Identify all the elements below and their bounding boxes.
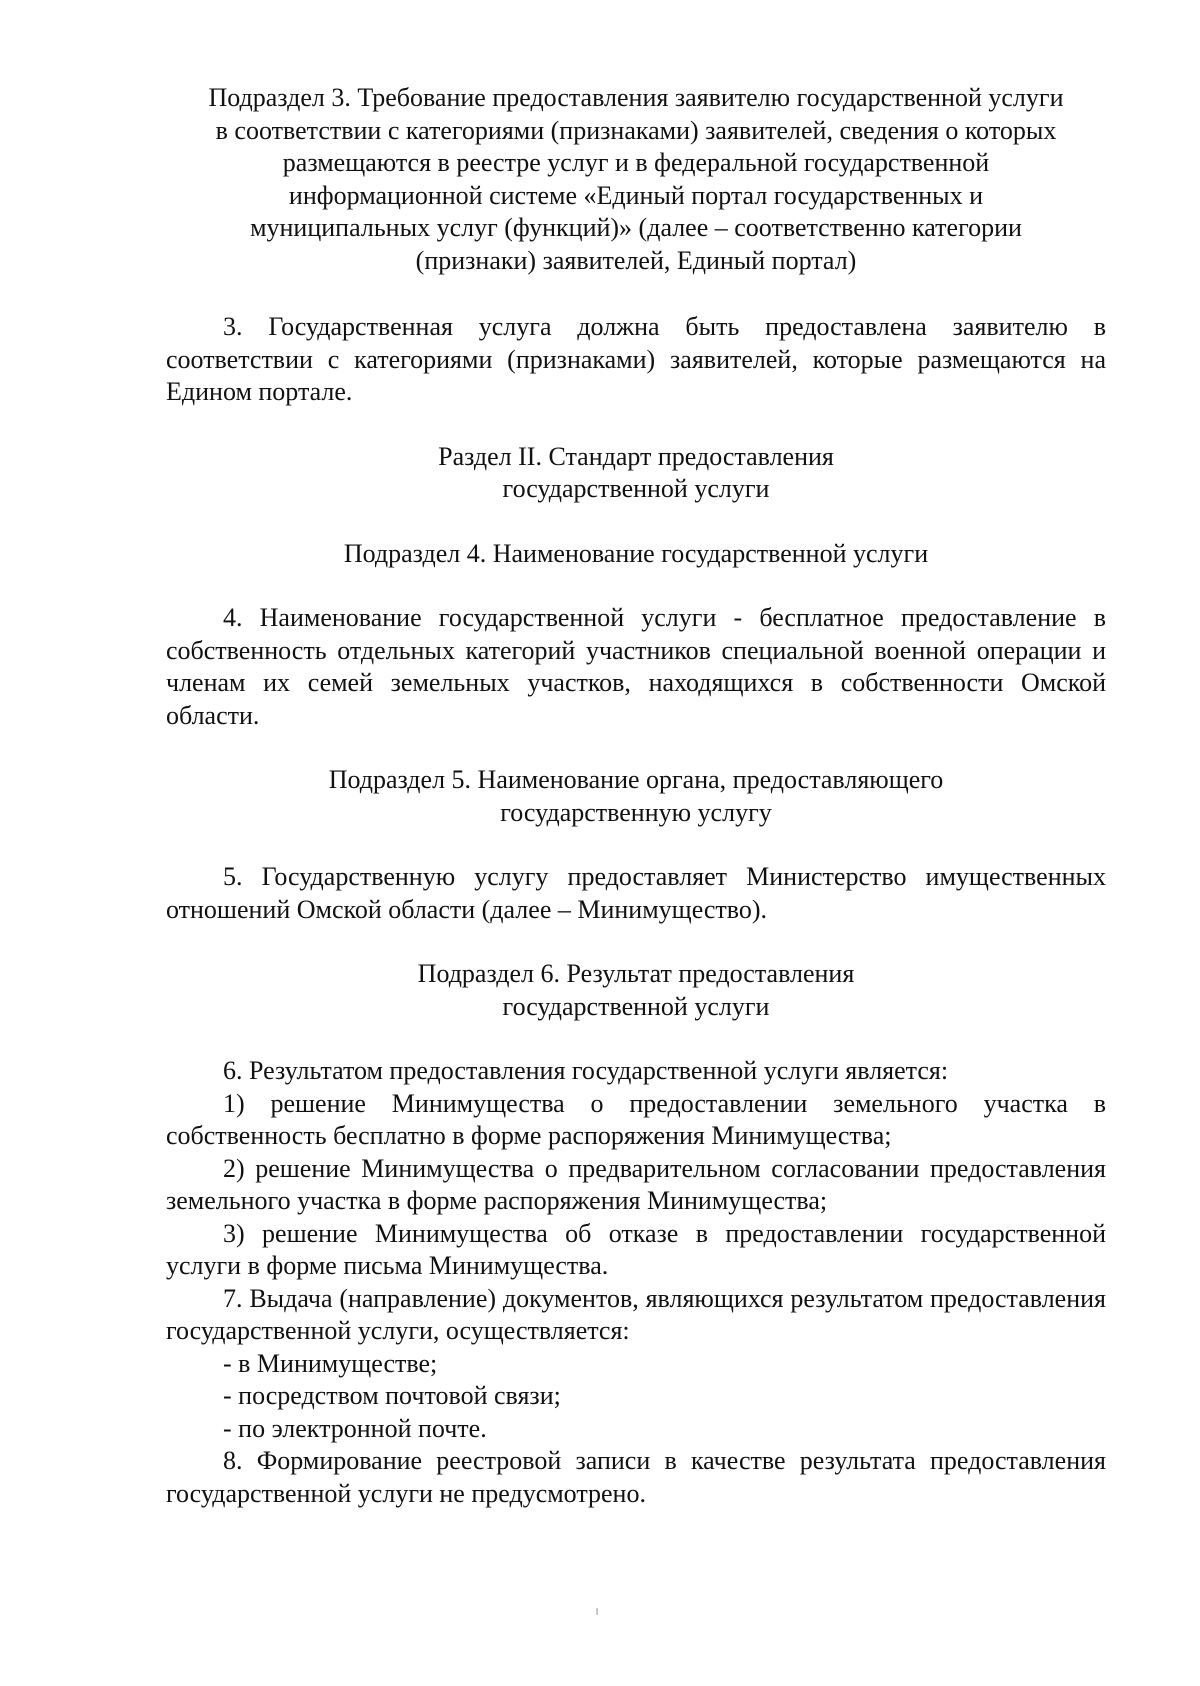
- document-page: [166, 82, 1106, 1510]
- heading-line: Подраздел 3. Требование предоставления заявителю государственной услуги: [208, 83, 1064, 112]
- heading-line: в соответствии с категориями (признаками) заявителей, сведения о которых: [215, 115, 1057, 145]
- paragraph-6-item-1: 1) решение Минимущества о предоставлении земельного участка в собственность бесплатно в форме распоряжения Минимущества;: [166, 1088, 1106, 1150]
- subsection-6-heading: [166, 958, 1106, 1023]
- heading-line: государственной услуги: [502, 991, 770, 1021]
- heading-line: муниципальных услуг (функций)» (далее – соответственно категории: [250, 213, 1022, 242]
- subsection-5-heading: [166, 764, 1106, 829]
- heading-line: государственную услугу: [500, 797, 772, 827]
- paragraph-6-item-2: 2) решение Минимущества о предварительном согласовании предоставления земельного участка в форме распоряжения Минимущества;: [166, 1153, 1106, 1215]
- delivery-option: - по электронной почте.: [223, 1413, 487, 1443]
- heading-line: размещаются в реестре услуг и в федеральной государственной: [282, 148, 990, 177]
- heading-line: государственной услуги: [502, 474, 770, 503]
- delivery-option: - посредством почтовой связи;: [223, 1381, 561, 1410]
- paragraph-6-item-3: 3) решение Минимущества об отказе в предоставлении государственной услуги в форме письма Минимущества.: [166, 1218, 1106, 1280]
- paragraph-4: 4. Наименование государственной услуги - бесплатное предоставление в собственность отдельных категорий участников специальной военной операции и членам их семей земельных участков, находящихся в собственности Омской области.: [166, 603, 1106, 730]
- section-2-heading: [166, 441, 1106, 506]
- heading-line: (признаки) заявителей, Единый портал): [415, 245, 857, 275]
- subsection-3-heading: [166, 82, 1106, 277]
- heading-line: Раздел II. Стандарт предоставления: [438, 441, 834, 471]
- paragraph-7: 7. Выдача (направление) документов, являющихся результатом предоставления государственной услуги, осуществляется:: [166, 1283, 1106, 1345]
- paragraph-5: 5. Государственную услугу предоставляет Министерство имущественных отношений Омской области (далее – Минимущество).: [166, 862, 1106, 924]
- paragraph-3: 3. Государственная услуга должна быть предоставлена заявителю в соответствии с категориями (признаками) заявителей, которые размещаются на Едином портале.: [166, 312, 1106, 406]
- heading-line: информационной системе «Единый портал государственных и: [288, 180, 984, 210]
- heading-line: Подраздел 6. Результат предоставления: [417, 959, 855, 988]
- paragraph-8: 8. Формирование реестровой записи в качестве результата предоставления государственной услуги не предусмотрено.: [166, 1446, 1106, 1508]
- scan-artifact: [596, 1608, 598, 1615]
- delivery-option: - в Минимуществе;: [223, 1348, 438, 1378]
- subsection-4-heading: Подраздел 4. Наименование государственной услуги: [343, 538, 929, 568]
- paragraph-6: 6. Результатом предоставления государственной услуги является:: [223, 1056, 949, 1085]
- heading-line: Подраздел 5. Наименование органа, предоставляющего: [328, 765, 944, 794]
